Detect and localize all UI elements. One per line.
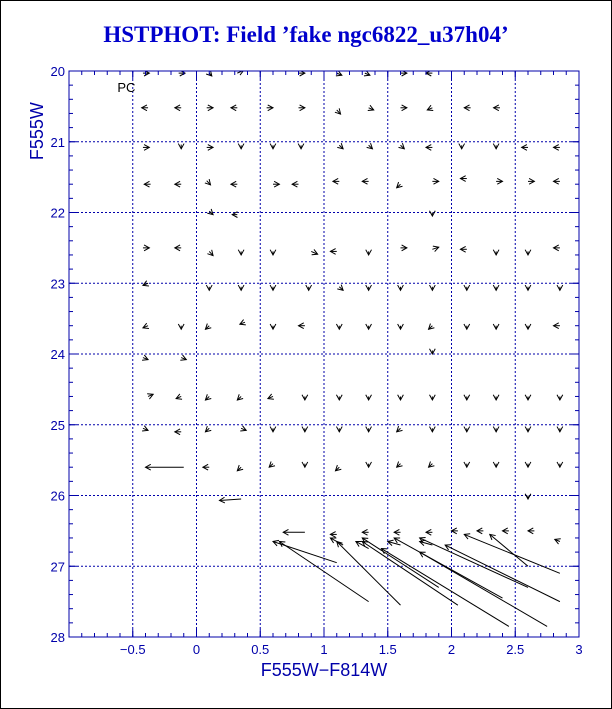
vector-arrow: [432, 246, 438, 251]
y-tick-label: 25: [50, 417, 65, 433]
vector-arrow: [269, 462, 275, 468]
vector-arrow: [206, 285, 212, 290]
vector-arrow: [493, 462, 499, 467]
vector-arrow: [336, 324, 342, 329]
vector-arrow: [302, 395, 308, 400]
vector-arrow: [270, 285, 276, 290]
vector-arrow: [522, 145, 528, 151]
vector-arrow: [381, 549, 509, 627]
vector-arrow: [399, 143, 405, 149]
pc-annotation: PC: [117, 80, 136, 96]
vector-arrow: [557, 462, 563, 467]
vector-arrow: [503, 528, 509, 534]
vector-arrow: [401, 105, 407, 111]
vector-arrow: [397, 182, 403, 188]
vector-arrow: [205, 324, 211, 330]
arrow-shaft: [362, 541, 458, 605]
vector-arrow: [143, 145, 149, 151]
vector-arrow: [178, 144, 184, 149]
vector-arrow: [273, 181, 279, 187]
vector-arrow: [429, 211, 435, 216]
vector-arrow: [283, 529, 305, 535]
vector-arrow: [525, 427, 531, 432]
arrow-shaft: [490, 534, 528, 566]
vector-arrow: [464, 324, 470, 329]
x-axis-label: F555W−F814W: [260, 660, 388, 680]
vector-arrow: [311, 249, 317, 254]
vector-arrow: [302, 462, 308, 467]
y-tick-label: 23: [50, 276, 65, 292]
vector-arrow: [306, 285, 312, 290]
vector-arrow: [240, 426, 246, 431]
vector-arrow: [429, 427, 435, 432]
vector-arrow: [147, 394, 153, 399]
vector-arrow: [238, 250, 244, 255]
vector-arrow: [429, 395, 435, 400]
vector-arrow: [394, 529, 400, 535]
vector-arrow: [175, 181, 181, 187]
x-tick-label: 1: [320, 642, 328, 657]
vector-arrow: [528, 178, 534, 184]
vector-arrow: [144, 181, 150, 187]
vector-arrow: [335, 465, 341, 471]
x-tick-label: 3: [575, 642, 583, 657]
vector-arrow: [429, 324, 435, 330]
vector-arrow: [464, 105, 470, 111]
vector-arrow: [270, 324, 276, 329]
vector-arrow: [207, 105, 213, 111]
vector-arrow: [267, 105, 273, 111]
vector-arrow: [175, 245, 181, 251]
vector-arrow: [176, 394, 182, 399]
vector-arrow: [335, 108, 341, 114]
vector-arrow: [336, 395, 342, 400]
chart-title: HSTPHOT: Field ’fake ngc6822_u37h04’: [103, 22, 509, 47]
arrow-shaft: [445, 545, 560, 602]
vector-arrow: [367, 143, 373, 149]
vector-arrow: [336, 427, 342, 432]
vector-arrow: [420, 538, 528, 588]
vector-arrow: [366, 427, 372, 432]
vector-arrow: [557, 427, 563, 432]
vector-arrow: [298, 144, 304, 149]
vector-arrow: [525, 324, 531, 329]
vector-arrow: [237, 465, 243, 471]
vector-arrow: [426, 145, 432, 151]
vector-arrow: [175, 105, 181, 111]
vector-arrow: [268, 394, 274, 399]
vector-arrow: [528, 528, 534, 534]
vector-arrow: [493, 250, 499, 255]
vector-arrow: [362, 541, 458, 605]
vector-arrow: [302, 427, 308, 432]
vector-arrow: [366, 250, 372, 255]
vector-arrow: [429, 349, 435, 354]
vector-arrow: [366, 395, 372, 400]
arrow-shaft: [219, 499, 241, 500]
vector-arrow: [207, 209, 213, 215]
vector-arrow: [142, 105, 148, 111]
vector-arrow: [205, 179, 211, 185]
x-tick-label: 2: [447, 642, 456, 657]
x-tick-label: 0.5: [251, 642, 270, 657]
arrow-shaft: [420, 552, 548, 626]
arrow-shaft: [273, 541, 337, 562]
vector-arrow: [464, 462, 470, 467]
vector-arrow: [557, 395, 563, 400]
vector-arrow: [460, 176, 466, 182]
vector-arrow: [464, 427, 470, 432]
arrow-shaft: [362, 538, 439, 588]
vector-arrow: [494, 105, 500, 111]
vector-arrow: [429, 462, 435, 468]
vector-arrow: [366, 285, 372, 290]
vector-arrow: [143, 323, 149, 328]
vector-arrow: [554, 323, 560, 329]
y-tick-label: 27: [50, 559, 65, 575]
vector-arrow: [427, 105, 433, 110]
vector-arrow: [178, 324, 184, 329]
arrows: [142, 70, 563, 627]
vector-arrow: [330, 532, 336, 538]
vector-arrow: [445, 545, 560, 602]
vector-arrow: [420, 552, 548, 626]
vector-arrow: [426, 529, 432, 535]
vector-arrow: [493, 427, 499, 432]
vector-arrow: [398, 324, 404, 329]
vector-arrow: [525, 250, 531, 255]
y-tick-label: 28: [50, 630, 65, 645]
vector-arrow: [270, 427, 276, 432]
vector-arrow: [555, 539, 561, 544]
x-tick-label: 0: [192, 642, 201, 657]
y-tick-label: 26: [50, 488, 65, 504]
vector-arrow: [299, 323, 305, 329]
axis-ticks: [51, 64, 583, 657]
vector-arrow: [231, 105, 237, 111]
vector-arrow: [330, 249, 336, 255]
vector-arrow: [270, 144, 276, 149]
grid: [69, 71, 579, 637]
x-tick-label: −0.5: [119, 642, 146, 657]
vector-arrow: [432, 178, 438, 184]
vector-arrow: [366, 462, 372, 467]
vector-arrow: [219, 497, 241, 503]
vector-arrow: [401, 245, 407, 251]
vector-arrow: [270, 250, 276, 255]
vector-arrow: [397, 426, 403, 432]
arrow-shaft: [420, 538, 528, 588]
vector-arrow: [203, 464, 209, 470]
y-tick-label: 20: [50, 64, 65, 79]
vector-arrow: [180, 355, 186, 360]
vector-arrow: [464, 285, 470, 290]
vector-arrow: [525, 285, 531, 290]
vector-arrow: [238, 144, 244, 149]
vector-arrow: [525, 395, 531, 400]
vector-arrow: [337, 541, 401, 605]
vector-arrow: [207, 145, 213, 151]
vector-arrow: [237, 394, 243, 400]
y-axis-label: F555W: [27, 102, 47, 161]
vector-arrow: [205, 394, 211, 400]
vector-arrow: [368, 105, 374, 110]
vector-arrow: [142, 355, 148, 360]
vector-arrow: [146, 464, 184, 470]
vector-arrow: [142, 426, 148, 431]
vector-arrow: [554, 245, 560, 251]
vector-arrow: [464, 395, 470, 400]
vector-arrow: [231, 181, 237, 187]
vector-arrow: [205, 426, 211, 432]
vector-arrow: [362, 529, 368, 535]
y-tick-label: 24: [50, 347, 65, 362]
vector-arrow: [554, 145, 560, 151]
vector-arrow: [493, 144, 499, 149]
arrow-shaft: [464, 534, 560, 573]
vector-arrow: [398, 395, 404, 400]
x-tick-label: 1.5: [378, 642, 397, 657]
y-tick-label: 22: [50, 205, 65, 221]
y-tick-label: 21: [50, 134, 65, 150]
arrow-shaft: [337, 541, 401, 605]
vector-arrow: [337, 285, 343, 291]
vector-arrow: [554, 178, 560, 184]
vector-arrow: [525, 462, 531, 467]
vector-arrow: [175, 429, 181, 435]
vector-arrow: [496, 178, 502, 184]
vector-arrow: [292, 181, 298, 187]
vector-arrow: [459, 144, 465, 149]
vector-arrow: [240, 320, 246, 325]
vector-arrow: [429, 285, 435, 290]
x-tick-label: 2.5: [506, 642, 525, 657]
vector-arrow: [366, 324, 372, 329]
vector-arrow: [238, 285, 244, 290]
vector-arrow: [330, 538, 343, 545]
vector-arrow: [493, 324, 499, 329]
vector-arrow: [362, 178, 368, 184]
vector-arrow: [143, 245, 149, 251]
arrow-shaft: [381, 549, 509, 627]
vector-arrow: [493, 285, 499, 290]
vector-arrow: [490, 534, 528, 566]
vector-arrow: [207, 250, 213, 256]
vector-arrow: [493, 395, 499, 400]
vector-arrow: [452, 528, 458, 534]
vector-arrow: [557, 285, 563, 290]
vector-arrow: [362, 538, 439, 588]
vector-arrow: [299, 105, 305, 111]
vector-arrow: [477, 528, 483, 534]
vector-arrow: [398, 285, 404, 290]
vector-arrow: [397, 462, 403, 468]
vector-arrow: [337, 143, 343, 149]
vector-arrow: [333, 178, 339, 184]
vector-arrow: [460, 246, 466, 252]
vector-arrow: [525, 494, 531, 499]
